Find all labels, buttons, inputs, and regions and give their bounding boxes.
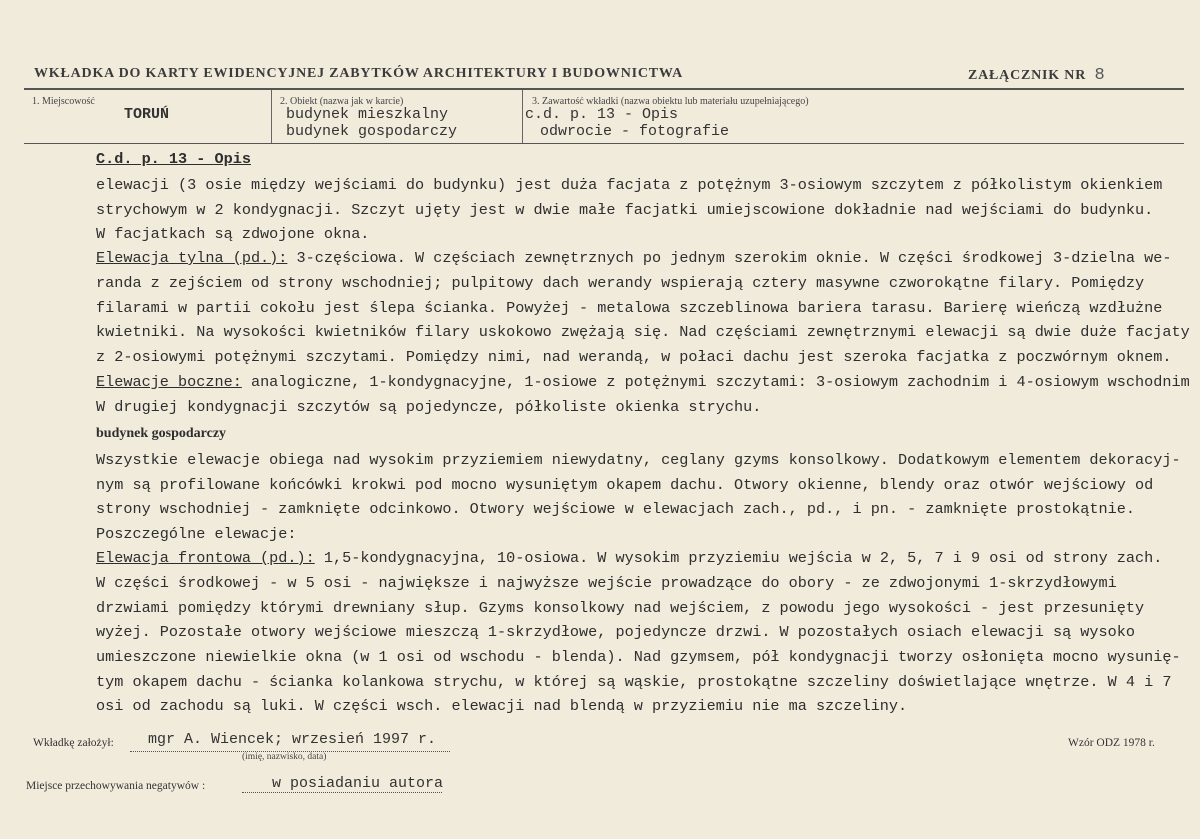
body-line-4 bbox=[96, 249, 1171, 267]
body-line-4-text: 3-częściowa. W częściach zewnętrznych po jednym szerokim oknie. W części środkowej 3-dzielna we- bbox=[296, 249, 1172, 267]
field-contents-label: 3. Zawartość wkładki (nazwa obiektu lub materiału uzupełniającego) bbox=[532, 96, 809, 107]
body-line-3: W facjatkach są zdwojone okna. bbox=[96, 225, 370, 243]
label-side-elevations: Elewacje boczne: bbox=[96, 373, 242, 391]
body-line-15-text: 1,5-kondygnacyjna, 10-osiowa. W wysokim przyziemiu wejścia w 2, 5, 7 i 9 osi od strony zach. bbox=[323, 549, 1163, 567]
field-locality-value: TORUŃ bbox=[124, 106, 170, 123]
field-object-value-2: budynek gospodarczy bbox=[286, 123, 458, 140]
header-rule-bottom bbox=[24, 143, 1184, 144]
body-line-6: filarami w partii cokołu jest ślepa ścianka. Powyżej - metalowa szczeblinowa bariera tarasu. Barierę wieńczą wzdłużne bbox=[96, 299, 1163, 317]
body-line-10: W drugiej kondygnacji szczytów są pojedyncze, półkoliste okienka strychu. bbox=[96, 398, 762, 416]
field-divider-1 bbox=[271, 90, 272, 143]
author-label: Wkładkę założył: bbox=[33, 737, 114, 749]
body-line-16: W części środkowej - w 5 osi - największe i najwyższe wejście prowadzące do obory - ze zdwojonymi 1-skrzydłowymi bbox=[96, 574, 1117, 592]
body-line-19: umieszczone niewielkie okna (w 1 osi od wschodu - blenda). Nad gzymsem, pół kondygnacji tworzy osłonięta mocno wysunię- bbox=[96, 648, 1181, 666]
label-rear-elevation: Elewacja tylna (pd.): bbox=[96, 249, 288, 267]
annex-label bbox=[968, 66, 1105, 85]
body-line-7: kwietniki. Na wysokości kwietników filary uskokowo zwężają się. Nad częściami zewnętrznymi elewacji są dwie duże facjaty bbox=[96, 323, 1190, 341]
body-line-13: strony wschodniej - zamknięte odcinkowo. Otwory wejściowe w elewacjach zach., pd., i pn. - zamknięte prostokątnie. bbox=[96, 500, 1135, 518]
body-line-15 bbox=[96, 549, 1162, 567]
body-line-14: Poszczególne elewacje: bbox=[96, 525, 297, 543]
body-line-8: z 2-osiowymi potężnymi szczytami. Pomiędzy nimi, nad werandą, w połaci dachu jest szeroka facjatka z poczwórnym oknem. bbox=[96, 348, 1172, 366]
label-front-elevation: Elewacja frontowa (pd.): bbox=[96, 549, 315, 567]
field-object-value-1: budynek mieszkalny bbox=[286, 106, 449, 123]
card-title: WKŁADKA DO KARTY EWIDENCYJNEJ ZABYTKÓW ARCHITEKTURY I BUDOWNICTWA bbox=[34, 66, 684, 81]
body-line-12: nym są profilowane końcówki krokwi pod mocno wysuniętym okapem dachu. Otwory okienne, blendy oraz otwór wejściowy od bbox=[96, 476, 1154, 494]
author-value: mgr A. Wiencek; wrzesień 1997 r. bbox=[148, 731, 437, 748]
body-line-18: wyżej. Pozostałe otwory wejściowe mieszczą 1-skrzydłowe, pojedyncze drzwi. W pozostałych osiach elewacji są wysoko bbox=[96, 623, 1135, 641]
body-line-9 bbox=[96, 373, 1190, 391]
annex-label-text: ZAŁĄCZNIK NR bbox=[968, 68, 1087, 83]
body-line-2: strychowym w 2 kondygnacji. Szczyt ujęty jest w dwie małe facjatki umiejscowione dokładnie nad wejściami do budynku. bbox=[96, 201, 1154, 219]
storage-dotted-line bbox=[242, 792, 442, 793]
section-heading: C.d. p. 13 - Opis bbox=[96, 150, 251, 168]
body-line-5: randa z zejściem od strony wschodniej; pulpitowy dach werandy wspierają cztery masywne czworokątne filary. Pomiędzy bbox=[96, 274, 1145, 292]
author-note: (imię, nazwisko, data) bbox=[242, 752, 327, 762]
field-contents-value-1: c.d. p. 13 - Opis bbox=[525, 106, 679, 123]
storage-label: Miejsce przechowywania negatywów : bbox=[26, 780, 206, 792]
form-note: Wzór ODZ 1978 r. bbox=[1068, 737, 1155, 749]
body-line-17: drzwiami pomiędzy którymi drewniany słup. Gzyms konsolkowy nad wejściem, z powodu jego wysokości - jest przesunięty bbox=[96, 599, 1145, 617]
field-contents-value-2: odwrocie - fotografie bbox=[540, 123, 730, 140]
body-line-9-text: analogiczne, 1-kondygnacyjne, 1-osiowe z potężnymi szczytami: 3-osiowym zachodnim i 4-osiowym wschodnim bbox=[250, 373, 1190, 391]
body-line-21: osi od zachodu są luki. W części wsch. elewacji nad blendą w przyziemiu nie ma szczeliny. bbox=[96, 697, 908, 715]
body-line-11: Wszystkie elewacje obiega nad wysokim przyziemiem niewydatny, ceglany gzyms konsolkowy. Dodatkowym elementem dekoracyj- bbox=[96, 451, 1181, 469]
subheading-farm-building: budynek gospodarczy bbox=[96, 426, 227, 441]
header-rule-top bbox=[24, 88, 1184, 90]
field-locality-label: 1. Miejscowość bbox=[32, 96, 95, 107]
field-object-label: 2. Obiekt (nazwa jak w karcie) bbox=[280, 96, 404, 107]
field-divider-2 bbox=[522, 90, 523, 143]
annex-number: 8 bbox=[1094, 66, 1106, 85]
storage-value: w posiadaniu autora bbox=[272, 775, 444, 792]
body-line-1: elewacji (3 osie między wejściami do budynku) jest duża facjata z potężnym 3-osiowym szczytem z półkolistym okienkiem bbox=[96, 176, 1163, 194]
body-line-20: tym okapem dachu - ścianka kolankowa strychu, w której są wąskie, prostokątne szczeliny doświetlające wnętrze. W 4 i 7 bbox=[96, 673, 1172, 691]
